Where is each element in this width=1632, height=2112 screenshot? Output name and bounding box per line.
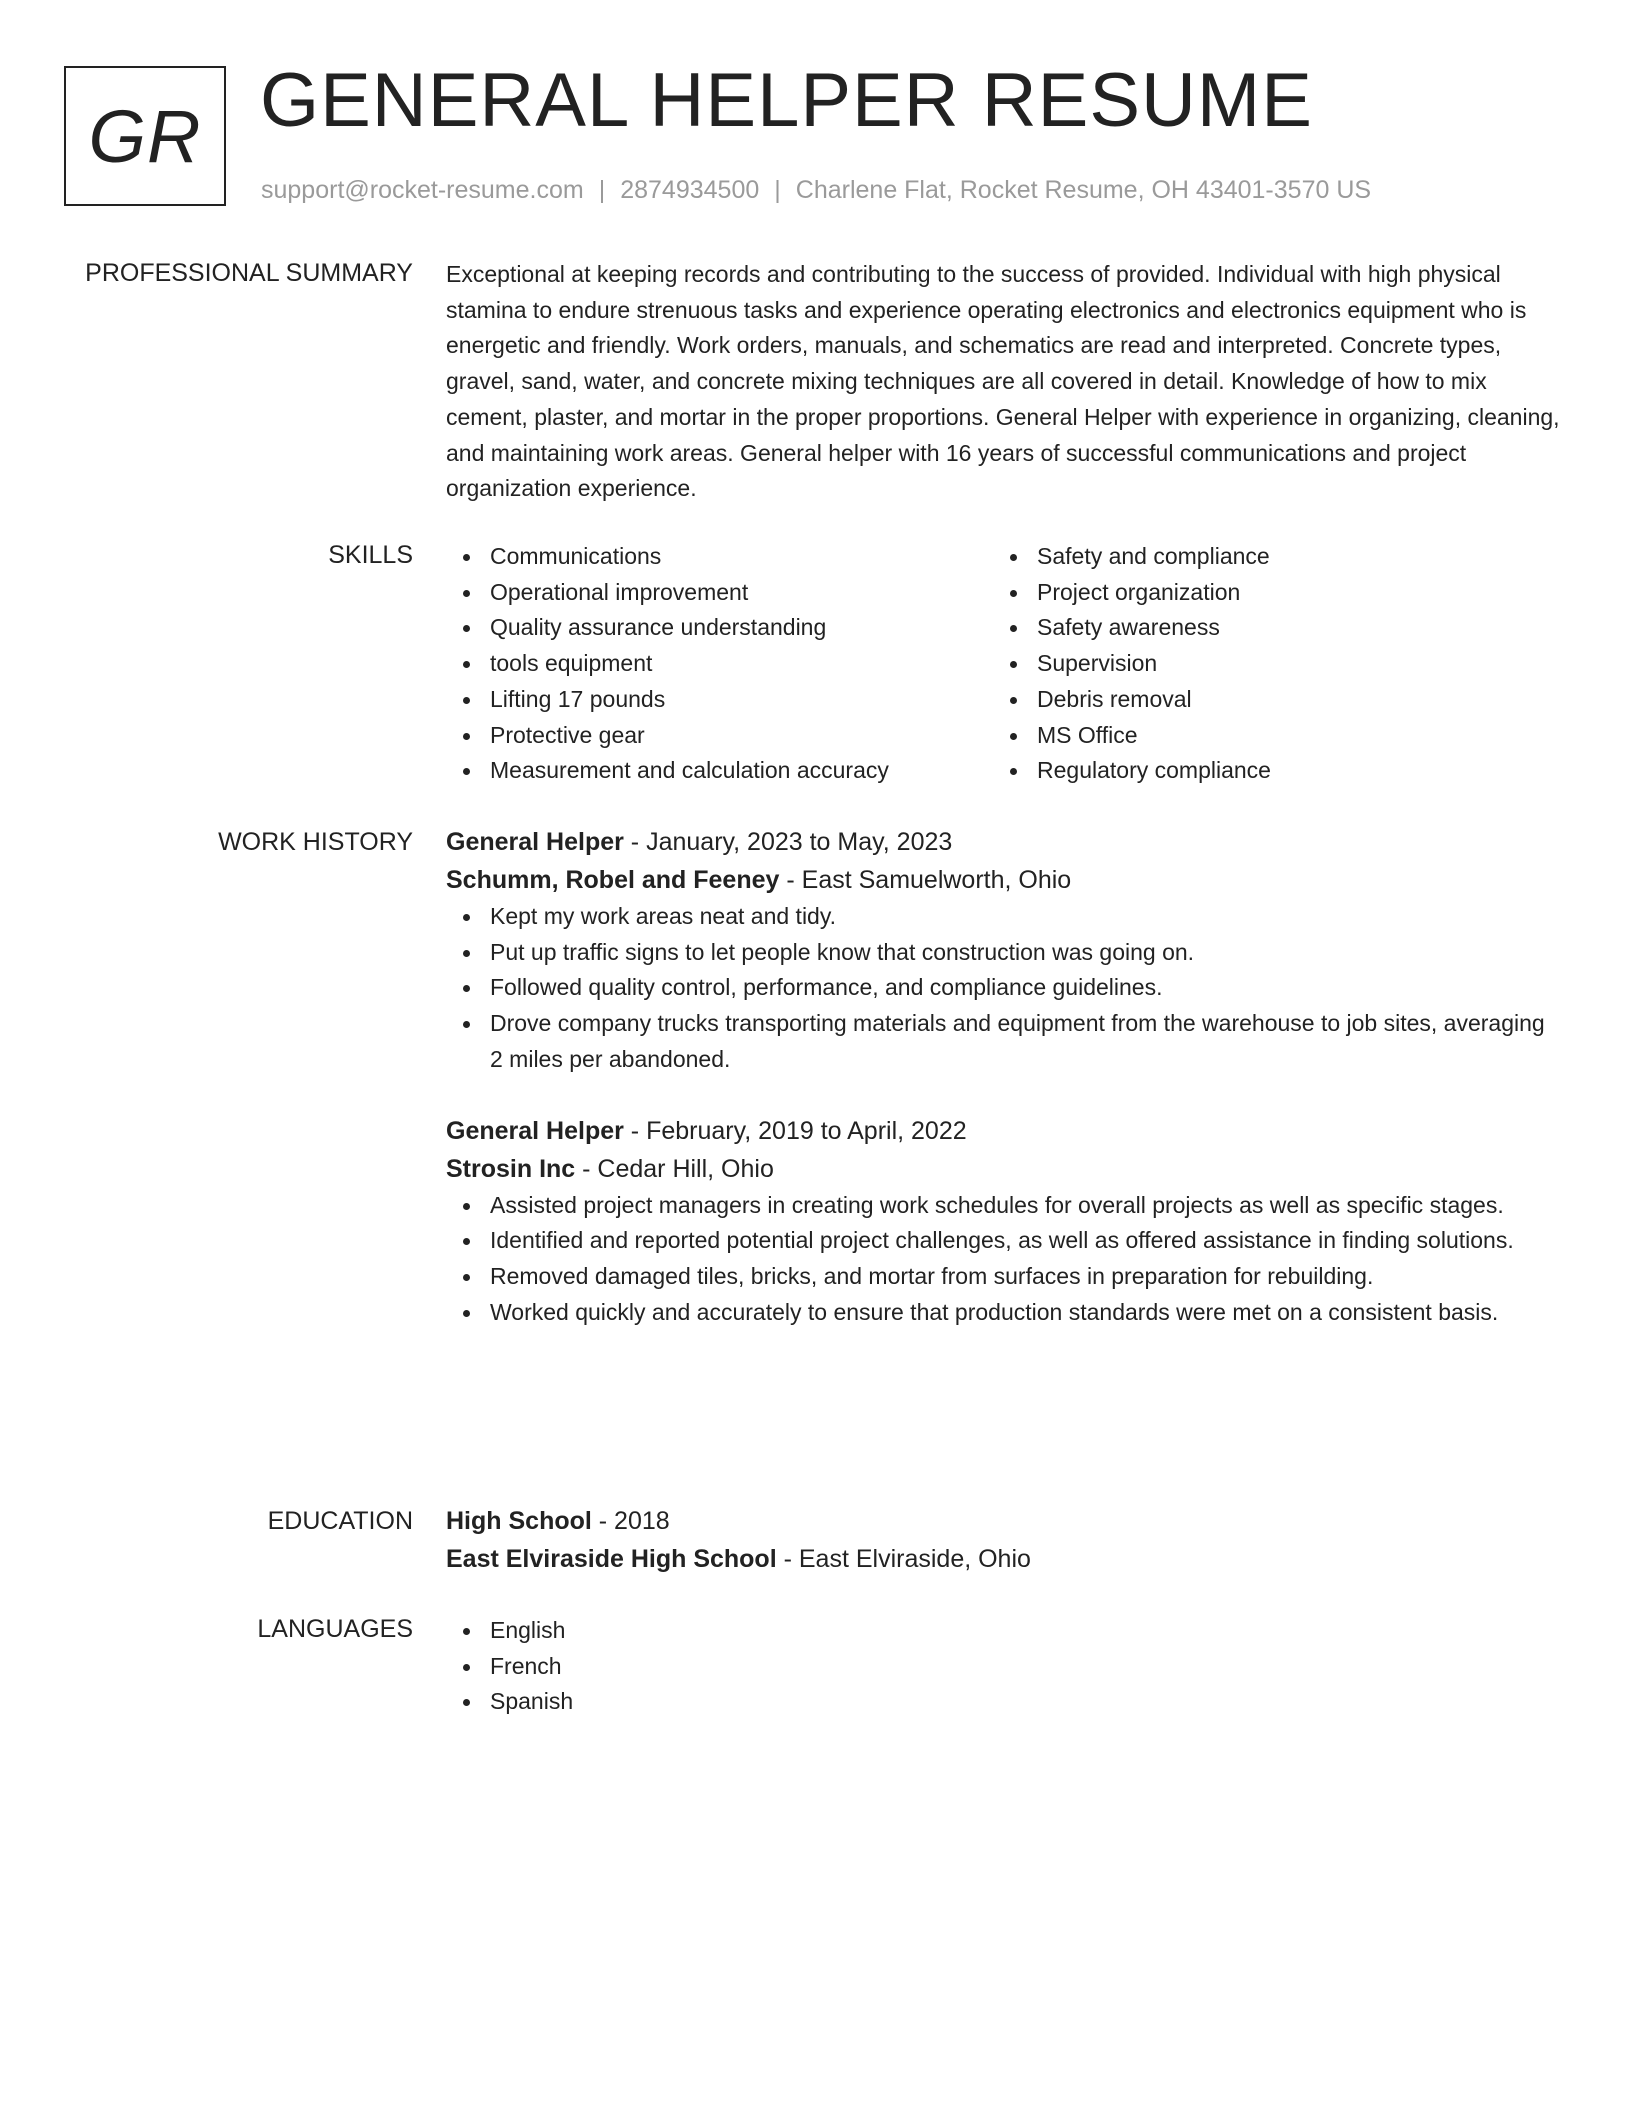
education-location: - East Elviraside, Ohio	[776, 1545, 1031, 1573]
monogram-initials: GR	[88, 94, 202, 178]
section-label-education: EDUCATION	[267, 1507, 413, 1535]
skills-body	[446, 539, 1562, 789]
skill-item: Supervision	[993, 646, 1540, 682]
language-item: Spanish	[446, 1684, 1562, 1720]
job-duties-list	[446, 1188, 1562, 1331]
language-item: French	[446, 1649, 1562, 1685]
skill-item: Measurement and calculation accuracy	[446, 753, 993, 789]
job-entry	[446, 1112, 1562, 1331]
skill-item: Safety and compliance	[993, 539, 1540, 575]
job-duty: Put up traffic signs to let people know that construction was going on.	[446, 935, 1562, 971]
education-year: - 2018	[591, 1507, 670, 1535]
section-label-languages: LANGUAGES	[257, 1615, 413, 1643]
skill-item: Project organization	[993, 575, 1540, 611]
contact-line	[261, 174, 1371, 206]
job-heading	[446, 1112, 1562, 1150]
work-history-body	[446, 823, 1562, 1330]
job-location: - East Samuelworth, Ohio	[779, 866, 1072, 894]
job-duty: Assisted project managers in creating work schedules for overall projects as well as specific stages.	[446, 1188, 1562, 1224]
contact-email: support@rocket-resume.com	[261, 176, 584, 204]
job-dates: - February, 2019 to April, 2022	[623, 1116, 967, 1145]
job-duties-list	[446, 899, 1562, 1078]
job-entry	[446, 823, 1562, 1078]
skill-item: Lifting 17 pounds	[446, 682, 993, 718]
language-item: English	[446, 1613, 1562, 1649]
education-heading	[446, 1502, 1562, 1540]
skill-item: Regulatory compliance	[993, 753, 1540, 789]
section-label-summary: PROFESSIONAL SUMMARY	[85, 259, 413, 287]
section-label-skills: SKILLS	[328, 541, 413, 569]
skills-list-left	[446, 539, 993, 789]
contact-separator: |	[598, 176, 606, 204]
job-employer-line	[446, 1150, 1562, 1188]
job-duty: Kept my work areas neat and tidy.	[446, 899, 1562, 935]
education-degree: High School	[446, 1507, 592, 1535]
job-company: Strosin Inc	[446, 1154, 576, 1183]
summary-text: Exceptional at keeping records and contributing to the success of provided. Individual with high physical stamina to endure strenuous tasks and experience operating electronics and electronics equipment who is energetic and friendly. Work orders, manuals, and schematics are read and interpreted. Concrete types, gravel, sand, water, and concrete mixing techniques are all covered in detail. Knowledge of how to mix cement, plaster, and mortar in the proper proportions. General Helper with experience in organizing, cleaning, and maintaining work areas. General helper with 16 years of successful communications and project organization experience.	[446, 261, 1560, 502]
contact-phone: 2874934500	[620, 176, 760, 204]
section-label-work-history: WORK HISTORY	[218, 828, 413, 856]
skill-item: tools equipment	[446, 646, 993, 682]
skill-item: Protective gear	[446, 718, 993, 754]
job-duty: Worked quickly and accurately to ensure that production standards were met on a consistent basis.	[446, 1295, 1562, 1331]
education-body	[446, 1502, 1562, 1578]
job-heading	[446, 823, 1562, 861]
resume-title: GENERAL HELPER RESUME	[260, 58, 1313, 143]
skill-item: Safety awareness	[993, 610, 1540, 646]
job-duty: Followed quality control, performance, and compliance guidelines.	[446, 970, 1562, 1006]
skill-item: Quality assurance understanding	[446, 610, 993, 646]
skill-item: Debris removal	[993, 682, 1540, 718]
languages-list	[446, 1613, 1562, 1720]
job-title: General Helper	[446, 1116, 624, 1145]
skill-item: Communications	[446, 539, 993, 575]
education-school: East Elviraside High School	[446, 1545, 777, 1573]
job-title: General Helper	[446, 828, 624, 856]
summary-body	[446, 257, 1562, 507]
job-company: Schumm, Robel and Feeney	[446, 866, 780, 894]
job-duty: Removed damaged tiles, bricks, and mortar from surfaces in preparation for rebuilding.	[446, 1259, 1562, 1295]
skill-item: MS Office	[993, 718, 1540, 754]
languages-body	[446, 1613, 1562, 1720]
job-duty: Drove company trucks transporting materials and equipment from the warehouse to job sites, averaging 2 miles per abandoned.	[446, 1006, 1562, 1077]
monogram-box	[64, 66, 226, 206]
job-dates: - January, 2023 to May, 2023	[623, 828, 953, 856]
job-employer-line	[446, 861, 1562, 899]
education-school-line	[446, 1540, 1562, 1578]
contact-address: Charlene Flat, Rocket Resume, OH 43401-3570 US	[795, 176, 1372, 204]
contact-separator: |	[774, 176, 781, 204]
skills-list-right	[993, 539, 1540, 789]
skill-item: Operational improvement	[446, 575, 993, 611]
job-location: - Cedar Hill, Ohio	[575, 1154, 774, 1183]
job-duty: Identified and reported potential project challenges, as well as offered assistance in finding solutions.	[446, 1223, 1562, 1259]
